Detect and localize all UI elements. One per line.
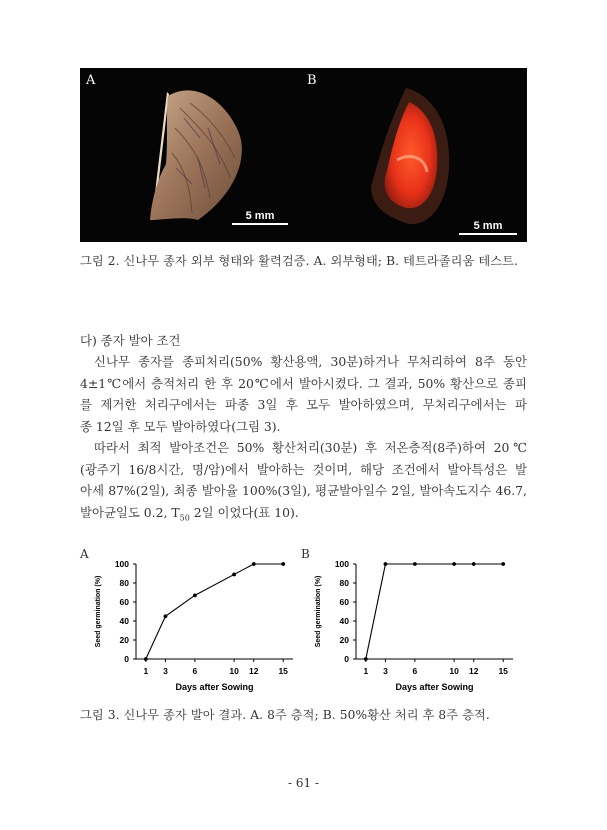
germination-chart-b: [308, 556, 523, 696]
y-tick-label: 40: [339, 616, 349, 626]
y-tick-label: 60: [119, 597, 129, 607]
paragraph-line: 아세 87%(2일), 최종 발아율 100%(3일), 평균발아일수 2일, 발아속도지수 46.7,: [80, 483, 527, 498]
y-tick-label: 20: [339, 635, 349, 645]
paragraph-line: 따라서 최적 발아조건은 50% 황산처리(30분) 후 저온층적(8주)하여 20℃: [94, 440, 527, 455]
x-tick-label: 12: [249, 666, 259, 676]
x-tick-label: 10: [449, 666, 459, 676]
data-point: [281, 562, 285, 566]
seed-photo-external: [80, 68, 306, 242]
germination-chart-a: [88, 556, 303, 696]
y-axis-label: Seed germination (%): [95, 575, 102, 648]
y-tick-label: 40: [119, 616, 129, 626]
data-point: [501, 562, 505, 566]
paragraph-1: [80, 351, 527, 437]
subscript: 50: [179, 512, 190, 522]
paragraph-line: 종 12일 후 모두 발아하였다(그림 3).: [80, 418, 281, 434]
y-tick-label: 80: [119, 578, 129, 588]
chart-label-b: B: [301, 547, 310, 561]
scale-bar-a: [232, 210, 288, 225]
scale-bar-b: [459, 220, 517, 235]
data-point: [472, 562, 476, 566]
paragraph-line: 4±1℃에서 층적처리 한 후 20℃에서 발아시켰다. 그 결과, 50% 황산으로 종피: [80, 375, 527, 391]
data-point: [232, 573, 236, 577]
paragraph-line: 신나무 종자를 종피처리(50% 황산용액, 30분)하거나 무처리하여 8주 동안: [94, 354, 527, 369]
panel-label-b: B: [307, 73, 317, 88]
panel-label-a: A: [86, 73, 96, 88]
stained-seed-image: [301, 68, 527, 242]
y-tick-label: 100: [114, 559, 129, 569]
paragraph-line: [80, 502, 527, 529]
y-axis-label: Seed germination (%): [315, 575, 322, 648]
figure-3-caption: 그림 3. 신나무 종자 발아 결과. A. 8주 층적; B. 50%황산 처리 후 8주 층적.: [80, 708, 490, 722]
data-point: [384, 562, 388, 566]
section-heading: 다) 종자 발아 조건: [80, 333, 181, 348]
text-segment: 발아균일도 0.2, T: [80, 504, 180, 520]
scale-label-b: 5 mm: [473, 220, 503, 232]
paragraph-line: (광주기 16/8시간, 명/암)에서 발아하는 것이며, 해당 조건에서 발아특성은 발: [80, 461, 527, 477]
x-tick-label: 1: [363, 666, 369, 676]
data-point: [164, 614, 168, 618]
x-tick-label: 3: [383, 666, 388, 676]
x-tick-label: 6: [412, 666, 418, 676]
x-tick-label: 1: [143, 666, 149, 676]
data-point: [364, 657, 368, 661]
data-point: [144, 657, 148, 661]
text-segment: 2일 이었다(표 10).: [189, 504, 299, 520]
x-tick-label: 6: [192, 666, 198, 676]
scale-label-a: 5 mm: [245, 210, 275, 222]
data-point: [413, 562, 417, 566]
page-number: - 61 -: [287, 776, 319, 790]
y-tick-label: 0: [344, 654, 349, 664]
seed-photo-tetrazolium: [301, 68, 527, 242]
series-line: [146, 564, 283, 659]
y-tick-label: 60: [339, 597, 349, 607]
data-point: [452, 562, 456, 566]
x-tick-label: 10: [229, 666, 239, 676]
x-axis-label: Days after Sowing: [175, 682, 254, 692]
figure-2-caption: 그림 2. 신나무 종자 외부 형태와 활력검증. A. 외부형태; B. 테트라졸리움 테스트.: [80, 254, 518, 268]
y-tick-label: 80: [339, 578, 349, 588]
chart-label-a: A: [80, 547, 89, 561]
y-tick-label: 100: [334, 559, 349, 569]
y-tick-label: 0: [124, 654, 129, 664]
paragraph-line: 를 제거한 처리구에서는 파종 3일 후 모두 발아하였으며, 무처리구에서는 파: [80, 397, 527, 412]
x-axis-label: Days after Sowing: [395, 682, 474, 692]
data-point: [193, 593, 197, 597]
series-line: [366, 564, 503, 659]
data-point: [252, 562, 256, 566]
x-tick-label: 15: [498, 666, 508, 676]
paragraph-2: [80, 437, 527, 528]
x-tick-label: 12: [469, 666, 479, 676]
y-tick-label: 20: [119, 635, 129, 645]
x-tick-label: 3: [163, 666, 168, 676]
x-tick-label: 15: [278, 666, 288, 676]
